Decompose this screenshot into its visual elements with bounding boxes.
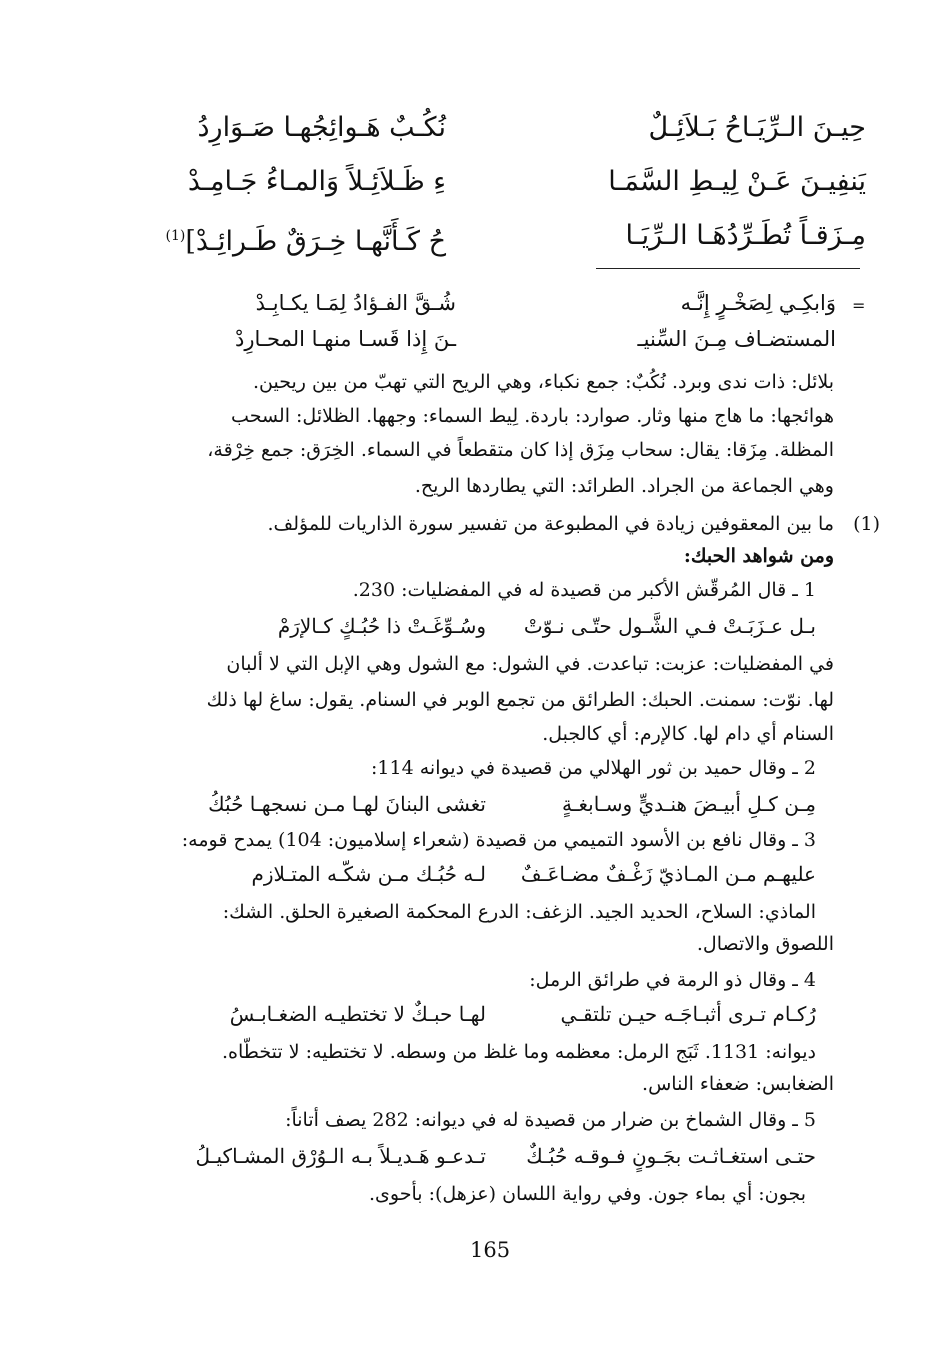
poem-verse [86,108,866,148]
verse-first-half: يَنفِيـنَ عَـنْ لِيـطِ السَّمَـا [608,166,866,197]
verse-second-half: تـدعـو هَـديـلاً بـه الـوُرْق المشـاكيـلُ [195,1144,486,1168]
verse-second-half [86,216,446,262]
footnote-verse [116,288,836,318]
item-verse [126,788,816,820]
gloss-line: اللصوق والاتصال. [696,933,834,955]
verse-second-half: نُكُـبٌ هَـوائِجُهـا صَـوَارِدُ [197,112,446,143]
gloss-line: الضغابس: ضعفاء الناس. [642,1073,834,1095]
verse-first-half: مِـن كـلِ أبيـضَ هنـديٍّ وسـابغـةٍ [561,792,816,816]
footnote-number: (1) [853,513,880,535]
verse-second-half: ـنَ إِذا قَسـا منهـا المحـارِدْ [235,327,456,351]
verse-second-half: لهـا حبـكٌ لا تختطيـه الضغـابـسُ [229,1002,486,1026]
verse-first-half: المستضـاف مِـنَ السِّنيـ [637,327,836,351]
gloss-line: المظلة. مِزَقا: يقال: سحاب مِزَق إذا كان متقطعاً في السماء. الخِرَق: جمع خِرْقة، [207,439,834,461]
verse-first-half: عليهـم مـن المـاذيّ زَغْـفٌ مضـاعَـفٌ [520,862,816,886]
gloss-line: بجون: أي بماء جون. وفي رواية اللسان (عزهل): بأحوى. [369,1183,806,1205]
verse-second-half: لـه حُبُـك مـن شكّـه المتـلازم [251,862,486,886]
gloss-line: في المفضليات: عزبت: تباعدت. في الشول: مع الشول وهي الإبل التي لا ألبان [226,653,834,675]
verse-first-half: حِيـنَ الـرِّيَـاحُ بَـلاَئِـلٌ [648,112,866,143]
verse-first-half: وَابكِـي لِصَخْـرٍ إِنَّـه [680,291,836,315]
verse-second-half: تغشى البنانَ لهـا مـن نسجهـا حُبُكُ [208,792,486,816]
gloss-line: بلائل: ذات ندى وبرد. نُكُبٌ: جمع نكباء، وهي الريح التي تهبّ من بين ريحين. [252,371,834,393]
gloss-line: وهي الجماعة من الجراد. الطرائد: التي يطاردها الريح. [414,475,834,497]
gloss-line: ديوانه: 1131. ثَبَج الرمل: معظمه وما غلظ من وسطه. لا تختطيه: لا تتخطّاه. [222,1041,816,1063]
item-verse [126,998,816,1030]
verse-text: حُ كَـأَنَّهـا خِـرَقٌ طَـرائِـدْ] [185,226,446,257]
item-intro: 1 ـ قال المُرقّش الأكبر من قصيدة له في المفضليات: 230. [352,579,816,601]
footnote-text: ما بين المعقوفين زيادة في المطبوعة من تفسير سورة الذاريات للمؤلف. [267,513,834,535]
page-number: 165 [470,1238,511,1262]
gloss-line: لها. نوّت: سمنت. الحبك: الطرائق من تجمع الوبر في السنام. يقول: ساغ لها ذلك [206,689,834,711]
verse-first-half: رُكـام تـرى أثبـاجَـه حيـن تلتقـي [560,1002,816,1026]
verse-second-half: ءِ ظَـلاَئِـلاً وَالمـاءُ جَـامِـدْ [187,166,446,197]
verse-first-half: حتـى استغـاثـت بجَـونٍ فـوقـه حُبُـكٌ [526,1144,816,1168]
item-verse [126,858,816,890]
item-intro: 4 ـ وقال ذو الرمة في طرائق الرمل: [529,969,816,991]
gloss-line: الماذي: السلاح، الحديد الجيد. الزغف: الدرع المحكمة الصغيرة الحلق. الشك: [222,901,816,923]
verse-first-half: بـل عـزَبَـتْ فـي الشَّـول حتّـى نـوّتْ [523,614,816,638]
item-intro: 3 ـ وقال نافع بن الأسود التميمي من قصيدة (شعراء إسلاميون: 104) يمدح قومه: [181,829,816,851]
section-heading: ومن شواهد الحبك: [683,545,834,567]
poem-verse [86,162,866,202]
item-verse [126,610,816,642]
item-intro: 5 ـ وقال الشماخ بن ضرار من قصيدة له في ديوانه: 282 يصف أتاناً: [285,1109,816,1131]
footnote-reference: (1) [165,228,186,244]
verse-first-half: مِـزَقـاً تُطَـرِّدُهَـا الـرِّيَـا [625,220,866,251]
poem-verse [86,216,866,262]
item-intro: 2 ـ وقال حميد بن ثور الهلالي من قصيدة في ديوانه 114: [371,757,816,779]
continuation-marker: = [852,296,866,315]
verse-second-half: شُـقَّ الفـؤادُ لِمَـا يكـابِـدْ [255,291,456,315]
gloss-line: السنام أي دام لها. كالإرم: أي كالجبل. [542,723,834,745]
footnote-separator [596,268,860,269]
item-verse [126,1140,816,1172]
verse-second-half: وسُـوِّغَـتْ ذا حُبُـكٍ كـالإرَمْ [277,614,486,638]
gloss-line: هوائجها: ما هاج منها وثار. صوارد: باردة. لِيط السماء: وجهها. الظلائل: السحب [231,405,834,427]
footnote-verse [116,324,836,354]
